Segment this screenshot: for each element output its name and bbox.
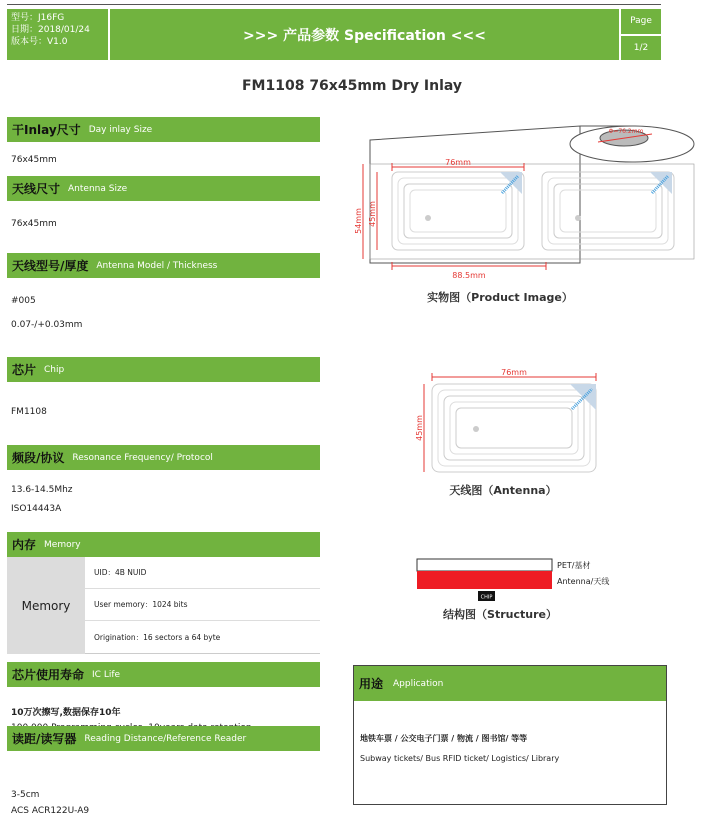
- section-title-en: Memory: [44, 539, 81, 550]
- memory-origination: Origination：16 sectors a 64 byte: [94, 632, 221, 642]
- antenna-model-value: #005: [11, 296, 36, 306]
- page-number: 1/2: [621, 36, 661, 61]
- antenna-thickness-value: 0.07-/+0.03mm: [11, 320, 83, 330]
- product-image-figure: [350, 118, 695, 288]
- application-bar: [354, 666, 666, 701]
- doc-date: 日期：2018/01/24: [11, 25, 90, 35]
- header: [7, 9, 661, 60]
- section-title-cn: 芯片使用寿命: [12, 668, 85, 682]
- application-en-value: Subway tickets/ Bus RFID ticket/ Logistics/ Library: [360, 754, 560, 763]
- section-inlay-size: [7, 117, 320, 142]
- antenna-width-label: 76mm: [501, 368, 527, 377]
- antenna-layer-label: Antenna/天线: [557, 577, 610, 586]
- section-reading-bar: [7, 726, 320, 751]
- structure-caption: 结构图（Structure）: [443, 608, 557, 621]
- section-title-cn: 芯片: [12, 363, 37, 377]
- antenna-size-value: 76x45mm: [11, 219, 57, 229]
- width-label: 76mm: [445, 158, 471, 167]
- section-title-en: Antenna Model / Thickness: [96, 260, 218, 271]
- section-chip: [7, 357, 320, 382]
- header-meta: [7, 9, 108, 60]
- roll-dia-label: Φ=76.2mm: [608, 128, 644, 135]
- antenna-layer: [417, 571, 552, 589]
- section-antenna-model: [7, 253, 320, 278]
- section-title-cn: 天线尺寸: [12, 182, 61, 196]
- antenna-caption: 天线图（Antenna）: [449, 484, 557, 497]
- memory-label: Memory: [7, 557, 85, 654]
- pet-layer: [417, 559, 552, 571]
- document-title: FM1108 76x45mm Dry Inlay: [241, 78, 463, 94]
- application-title-en: Application: [393, 678, 444, 689]
- section-title-en: Day inlay Size: [88, 124, 153, 135]
- memory-table: [7, 557, 320, 654]
- page-indicator: [621, 9, 661, 60]
- section-title-en: Reading Distance/Reference Reader: [84, 733, 247, 744]
- application-title-cn: 用途: [359, 677, 384, 691]
- application-box: [353, 665, 667, 805]
- section-frequency: [7, 445, 320, 470]
- ic-life-cn: 10万次擦写,数据保存10年: [11, 708, 121, 718]
- structure-figure: [416, 556, 636, 604]
- protocol-value: ISO14443A: [11, 504, 62, 514]
- chip-value: FM1108: [11, 407, 47, 417]
- antenna-figure: [410, 365, 600, 475]
- frequency-value: 13.6-14.5Mhz: [11, 485, 73, 495]
- application-cn-value: 地铁车票 / 公交电子门票 / 物流 / 图书馆/ 等等: [360, 734, 528, 743]
- section-title-en: Chip: [44, 364, 65, 375]
- reference-reader: ACS ACR122U-A9: [11, 806, 90, 816]
- inlay-size-value: 76x45mm: [11, 155, 57, 165]
- page-label: Page: [621, 9, 661, 34]
- pet-label: PET/基材: [557, 561, 591, 570]
- reading-distance: 3-5cm: [11, 790, 40, 800]
- section-antenna-size: [7, 176, 320, 201]
- model-number: 型号：J16FG: [11, 13, 65, 23]
- section-title-cn: 干Inlay尺寸: [12, 123, 81, 137]
- pitch-label: 88.5mm: [452, 271, 486, 280]
- doc-version: 版本号：V1.0: [11, 37, 68, 47]
- header-title: >>> 产品参数 Specification <<<: [110, 9, 619, 60]
- section-memory: [7, 532, 320, 557]
- memory-user: User memory：1024 bits: [85, 589, 320, 621]
- section-title-cn: 内存: [12, 538, 37, 552]
- section-title-cn: 天线型号/厚度: [12, 259, 89, 273]
- web-height-label: 54mm: [354, 208, 363, 234]
- section-title-en: Antenna Size: [68, 183, 128, 194]
- chip-label: CHIP: [480, 594, 493, 601]
- section-title-en: IC Life: [92, 669, 121, 680]
- antenna-height-label: 45mm: [415, 415, 424, 441]
- section-title-cn: 读距/读写器: [12, 732, 77, 746]
- product-image-caption: 实物图（Product Image）: [427, 291, 573, 304]
- header-rule: [7, 4, 661, 5]
- memory-rows: [85, 557, 320, 654]
- height-label: 45mm: [368, 201, 377, 227]
- section-title-en: Resonance Frequency/ Protocol: [72, 452, 213, 463]
- section-title-cn: 频段/协议: [12, 451, 65, 465]
- memory-uid: UID：4B NUID: [85, 557, 320, 589]
- section-ic-life: [7, 662, 320, 687]
